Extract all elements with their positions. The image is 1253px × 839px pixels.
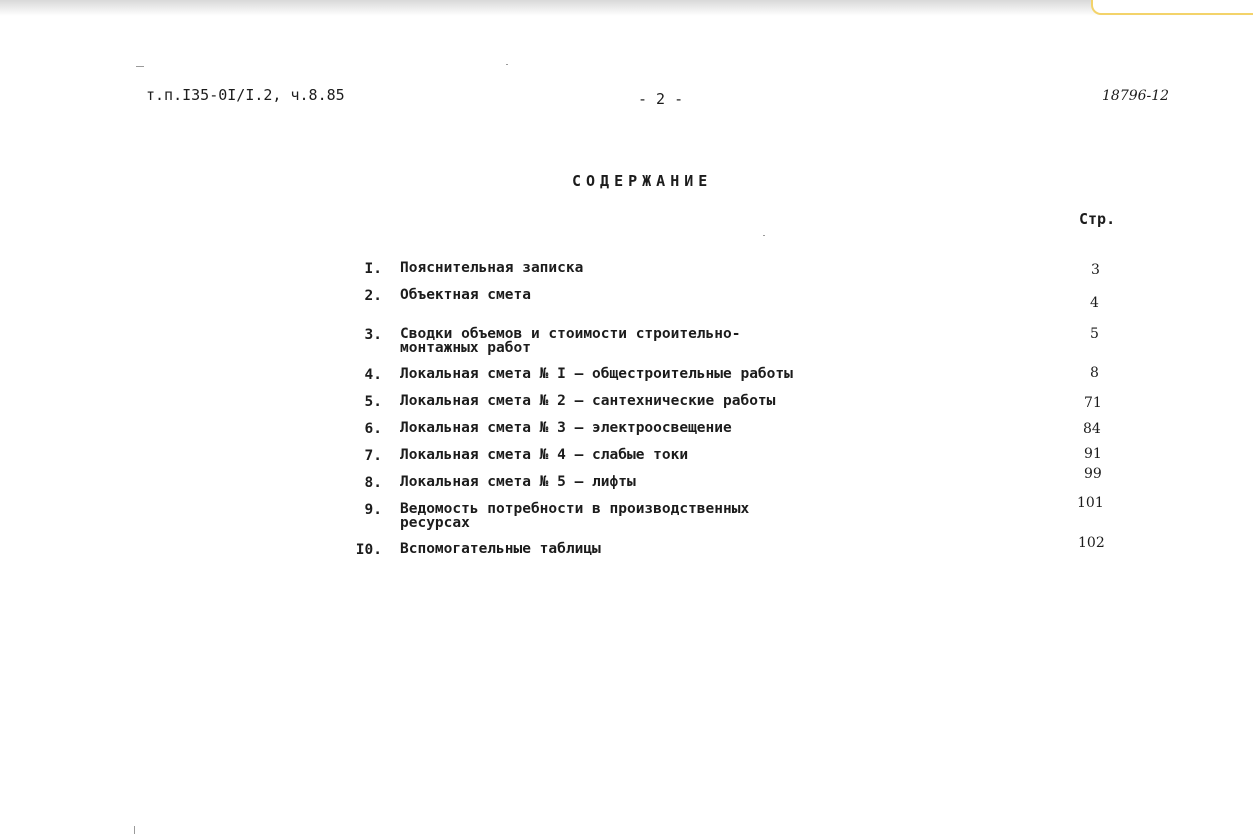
top-edge-strip xyxy=(0,0,1253,16)
scan-speck xyxy=(134,826,135,834)
toc-item-page: 4 xyxy=(1090,295,1099,311)
toc-item-title: Локальная смета № 4 – слабые токи xyxy=(400,447,689,463)
toc-item-page: 3 xyxy=(1091,262,1100,278)
archive-number: 18796-12 xyxy=(1102,88,1170,104)
toc-item-number: 4. xyxy=(364,367,382,383)
toc-item-page: 101 xyxy=(1077,495,1104,511)
document-code: т.п.I35-0I/I.2, ч.8.85 xyxy=(146,86,345,104)
toc-item-number: 9. xyxy=(364,502,382,518)
toc-item-title: Ведомость потребности в производственных ресурсах xyxy=(400,501,750,531)
contents-title: СОДЕРЖАНИЕ xyxy=(572,172,713,190)
toc-item-title: Объектная смета xyxy=(400,287,531,303)
toc-item-title: Вспомогательные таблицы xyxy=(400,541,601,557)
toc-item-page: 5 xyxy=(1090,326,1099,342)
scan-speck xyxy=(136,66,144,67)
toc-item-page: 91 xyxy=(1084,446,1102,462)
toc-item-page: 84 xyxy=(1083,421,1101,437)
toc-item-title: Пояснительная записка xyxy=(400,260,584,276)
toc-item-number: 2. xyxy=(364,288,382,304)
toc-item-number: 8. xyxy=(364,475,382,491)
toc-item-title: Локальная смета № 2 – сантехнические работы xyxy=(400,393,776,409)
toc-item-page: 102 xyxy=(1078,535,1105,551)
toc-item-number: 7. xyxy=(364,448,382,464)
toc-item-page: 71 xyxy=(1084,395,1102,411)
toc-item-title: Локальная смета № 5 – лифты xyxy=(400,474,636,490)
viewer-accent-tab xyxy=(1091,0,1253,15)
scan-speck xyxy=(506,64,508,65)
toc-item-number: I. xyxy=(364,261,382,277)
toc-item-title: Сводки объемов и стоимости строительно- монтажных работ xyxy=(400,326,741,356)
page-column-label: Стр. xyxy=(1079,210,1116,228)
toc-item-number: I0. xyxy=(355,542,382,558)
toc-item-title: Локальная смета № I – общестроительные работы xyxy=(400,366,793,382)
toc-item-number: 3. xyxy=(364,327,382,343)
scan-speck xyxy=(763,235,765,236)
toc-item-page: 99 xyxy=(1084,466,1102,482)
page-number: - 2 - xyxy=(638,90,684,108)
toc-item-title: Локальная смета № 3 – электроосвещение xyxy=(400,420,732,436)
toc-item-page: 8 xyxy=(1090,365,1099,381)
toc-item-number: 6. xyxy=(364,421,382,437)
toc-item-number: 5. xyxy=(364,394,382,410)
